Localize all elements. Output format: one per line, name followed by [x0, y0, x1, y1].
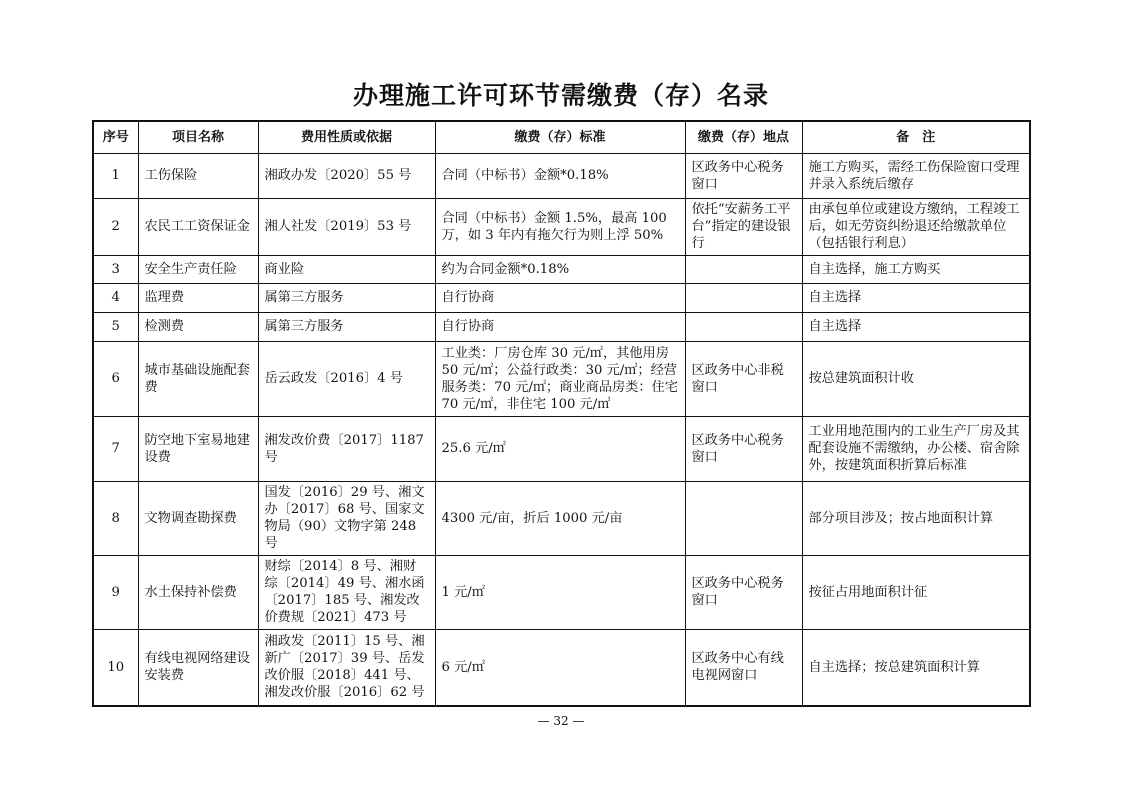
- cell-standard: 6 元/㎡: [435, 629, 685, 706]
- cell-basis: 湘人社发〔2019〕53 号: [258, 198, 435, 255]
- cell-name: 文物调查勘探费: [138, 481, 258, 555]
- cell-no: 9: [93, 555, 138, 629]
- header-standard: 缴费（存）标准: [435, 121, 685, 153]
- cell-basis: 财综〔2014〕8 号、湘财综〔2014〕49 号、湘水函〔2017〕185 号、湘发改价费规〔2021〕473 号: [258, 555, 435, 629]
- cell-basis: 属第三方服务: [258, 312, 435, 341]
- table-row: [93, 341, 1030, 416]
- document-title: 办理施工许可环节需缴费（存）名录: [352, 81, 769, 110]
- cell-no: 5: [93, 312, 138, 341]
- cell-place: [685, 481, 802, 555]
- cell-standard: 自行协商: [435, 312, 685, 341]
- table-row: [93, 198, 1030, 255]
- cell-standard: 工业类：厂房仓库 30 元/㎡，其他用房 50 元/㎡；公益行政类：30 元/㎡；经营服务类：70 元/㎡；商业商品房类：住宅 70 元/㎡，非住宅 100 元/㎡: [435, 341, 685, 416]
- cell-name: 有线电视网络建设安装费: [138, 629, 258, 706]
- cell-note: 自主选择，施工方购买: [802, 255, 1030, 283]
- cell-note: 工业用地范围内的工业生产厂房及其配套设施不需缴纳，办公楼、宿舍除外，按建筑面积折算后标准: [802, 416, 1030, 481]
- cell-name: 防空地下室易地建设费: [138, 416, 258, 481]
- cell-place: 区政务中心税务窗口: [685, 555, 802, 629]
- cell-note: 自主选择: [802, 283, 1030, 312]
- table-row: [93, 555, 1030, 629]
- table-row: [93, 153, 1030, 198]
- cell-name: 检测费: [138, 312, 258, 341]
- cell-name: 工伤保险: [138, 153, 258, 198]
- cell-no: 6: [93, 341, 138, 416]
- cell-basis: 岳云政发〔2016〕4 号: [258, 341, 435, 416]
- cell-standard: 约为合同金额*0.18%: [435, 255, 685, 283]
- cell-note: 按总建筑面积计收: [802, 341, 1030, 416]
- cell-place: 区政务中心有线电视网窗口: [685, 629, 802, 706]
- header-no: 序号: [93, 121, 138, 153]
- cell-standard: 自行协商: [435, 283, 685, 312]
- cell-note: 由承包单位或建设方缴纳，工程竣工后，如无劳资纠纷退还给缴款单位（包括银行利息）: [802, 198, 1030, 255]
- cell-basis: 湘政办发〔2020〕55 号: [258, 153, 435, 198]
- table-header-row: [93, 121, 1030, 153]
- cell-place: 依托“安薪务工平台”指定的建设银行: [685, 198, 802, 255]
- table-row: [93, 255, 1030, 283]
- table-row: [93, 629, 1030, 706]
- cell-no: 7: [93, 416, 138, 481]
- cell-note: 自主选择；按总建筑面积计算: [802, 629, 1030, 706]
- cell-no: 1: [93, 153, 138, 198]
- cell-place: 区政务中心税务窗口: [685, 153, 802, 198]
- cell-no: 2: [93, 198, 138, 255]
- cell-note: 自主选择: [802, 312, 1030, 341]
- cell-place: 区政务中心税务窗口: [685, 416, 802, 481]
- cell-no: 4: [93, 283, 138, 312]
- cell-place: 区政务中心非税窗口: [685, 341, 802, 416]
- cell-name: 水土保持补偿费: [138, 555, 258, 629]
- cell-standard: 4300 元/亩，折后 1000 元/亩: [435, 481, 685, 555]
- cell-no: 10: [93, 629, 138, 706]
- table-row: [93, 283, 1030, 312]
- cell-basis: 国发〔2016〕29 号、湘文办〔2017〕68 号、国家文物局（90）文物字第 248 号: [258, 481, 435, 555]
- cell-name: 农民工工资保证金: [138, 198, 258, 255]
- cell-basis: 商业险: [258, 255, 435, 283]
- header-note: 备 注: [802, 121, 1030, 153]
- cell-basis: 湘政发〔2011〕15 号、湘新广〔2017〕39 号、岳发改价服〔2018〕441 号、湘发改价服〔2016〕62 号: [258, 629, 435, 706]
- page-number: — 32 —: [537, 714, 585, 728]
- header-place: 缴费（存）地点: [685, 121, 802, 153]
- header-name: 项目名称: [138, 121, 258, 153]
- cell-no: 8: [93, 481, 138, 555]
- cell-name: 监理费: [138, 283, 258, 312]
- table-row: [93, 481, 1030, 555]
- cell-standard: 合同（中标书）金额*0.18%: [435, 153, 685, 198]
- cell-place: [685, 255, 802, 283]
- table-row: [93, 416, 1030, 481]
- cell-no: 3: [93, 255, 138, 283]
- cell-standard: 25.6 元/㎡: [435, 416, 685, 481]
- table-row: [93, 312, 1030, 341]
- cell-basis: 湘发改价费〔2017〕1187 号: [258, 416, 435, 481]
- cell-basis: 属第三方服务: [258, 283, 435, 312]
- header-basis: 费用性质或依据: [258, 121, 435, 153]
- cell-place: [685, 312, 802, 341]
- cell-note: 施工方购买，需经工伤保险窗口受理并录入系统后缴存: [802, 153, 1030, 198]
- cell-name: 城市基础设施配套费: [138, 341, 258, 416]
- cell-note: 部分项目涉及；按占地面积计算: [802, 481, 1030, 555]
- cell-place: [685, 283, 802, 312]
- cell-note: 按征占用地面积计征: [802, 555, 1030, 629]
- cell-standard: 合同（中标书）金额 1.5%，最高 100 万，如 3 年内有拖欠行为则上浮 50%: [435, 198, 685, 255]
- cell-name: 安全生产责任险: [138, 255, 258, 283]
- cell-standard: 1 元/㎡: [435, 555, 685, 629]
- fee-table: [92, 120, 1031, 707]
